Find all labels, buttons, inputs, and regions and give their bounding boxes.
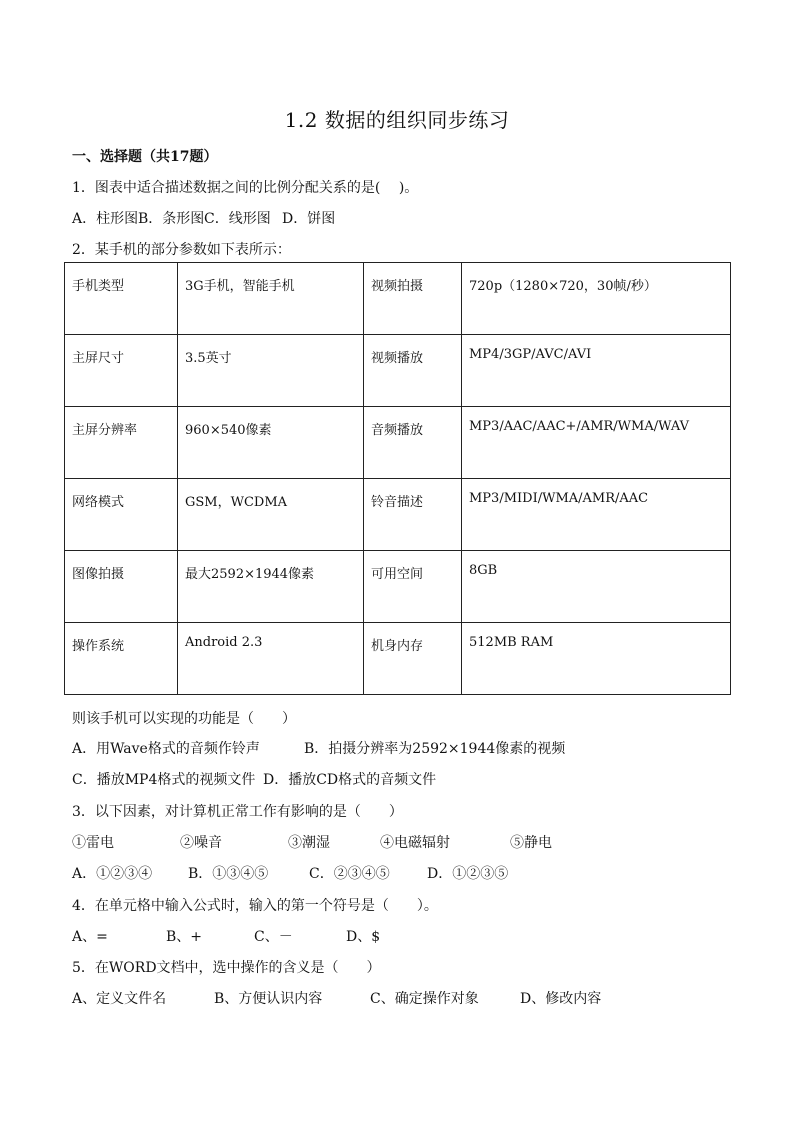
q2-options-row2 xyxy=(72,769,436,789)
q2-option-d[interactable]: D．播放CD格式的音频文件 xyxy=(263,772,437,788)
spec-label-cell: 音频播放 xyxy=(364,407,462,479)
q2-option-c[interactable]: C．播放MP4格式的视频文件 xyxy=(72,772,256,788)
q5-option-d[interactable]: D、修改内容 xyxy=(520,991,602,1007)
spec-value-cell: 960×540像素 xyxy=(178,407,364,479)
spec-label-cell: 可用空间 xyxy=(364,551,462,623)
spec-label-cell: 手机类型 xyxy=(65,263,178,335)
spec-value-cell: 3.5英寸 xyxy=(178,335,364,407)
spec-value-cell: Android 2.3 xyxy=(178,623,364,695)
spec-value-cell: MP3/AAC/AAC+/AMR/WMA/WAV xyxy=(462,407,731,479)
q1-options xyxy=(72,208,335,228)
spec-table-row xyxy=(65,551,731,623)
q4-stem: 4．在单元格中输入公式时，输入的第一个符号是（ ）。 xyxy=(72,898,438,914)
spec-value-cell: MP4/3GP/AVC/AVI xyxy=(462,335,731,407)
page-title: 1.2 数据的组织同步练习 xyxy=(284,108,510,132)
q3-item-2: ②噪音 xyxy=(180,835,222,851)
q3-option-d[interactable]: D．①②③⑤ xyxy=(427,866,509,882)
section-heading: 一、选择题（共17题） xyxy=(72,149,218,165)
spec-table-row xyxy=(65,479,731,551)
q1-option-a[interactable]: A．柱形图 xyxy=(72,211,139,227)
q4-option-d[interactable]: D、$ xyxy=(346,929,381,945)
q5-option-b[interactable]: B、方便认识内容 xyxy=(214,991,323,1007)
q3-items xyxy=(72,832,552,852)
q3-option-c[interactable]: C．②③④⑤ xyxy=(309,866,390,882)
q4-options xyxy=(72,926,380,946)
q5-option-a[interactable]: A、定义文件名 xyxy=(72,991,167,1007)
spec-label-cell: 铃音描述 xyxy=(364,479,462,551)
spec-table-row xyxy=(65,335,731,407)
q3-stem: 3．以下因素，对计算机正常工作有影响的是（ ） xyxy=(72,804,403,820)
spec-label-cell: 视频拍摄 xyxy=(364,263,462,335)
q2-options-row1 xyxy=(72,738,565,758)
spec-table-row xyxy=(65,263,731,335)
spec-label-cell: 视频播放 xyxy=(364,335,462,407)
q3-item-3: ③潮湿 xyxy=(288,835,330,851)
spec-label-cell: 图像拍摄 xyxy=(65,551,178,623)
q5-option-c[interactable]: C、确定操作对象 xyxy=(370,991,479,1007)
q4-option-c[interactable]: C、－ xyxy=(254,929,293,945)
q3-item-4: ④电磁辐射 xyxy=(380,835,450,851)
spec-table-row xyxy=(65,407,731,479)
q2-option-a[interactable]: A．用Wave格式的音频作铃声 xyxy=(72,741,260,757)
spec-value-cell: GSM，WCDMA xyxy=(178,479,364,551)
q3-option-b[interactable]: B．①③④⑤ xyxy=(188,866,269,882)
q5-stem: 5．在WORD文档中，选中操作的含义是（ ） xyxy=(72,960,381,976)
q1-option-b[interactable]: B．条形图 xyxy=(138,211,205,227)
spec-label-cell: 机身内存 xyxy=(364,623,462,695)
spec-label-cell: 网络模式 xyxy=(65,479,178,551)
q2-followup: 则该手机可以实现的功能是（ ） xyxy=(72,711,296,727)
spec-value-cell: MP3/MIDI/WMA/AMR/AAC xyxy=(462,479,731,551)
q3-option-a[interactable]: A．①②③④ xyxy=(72,866,153,882)
q3-options xyxy=(72,863,508,883)
q3-item-5: ⑤静电 xyxy=(510,835,552,851)
spec-label-cell: 主屏分辨率 xyxy=(65,407,178,479)
spec-value-cell: 720p（1280×720，30帧/秒） xyxy=(462,263,731,335)
spec-value-cell: 3G手机，智能手机 xyxy=(178,263,364,335)
q2-option-b[interactable]: B．拍摄分辨率为2592×1944像素的视频 xyxy=(304,741,566,757)
q1-option-d[interactable]: D．饼图 xyxy=(282,211,336,227)
spec-value-cell: 最大2592×1944像素 xyxy=(178,551,364,623)
spec-value-cell: 512MB RAM xyxy=(462,623,731,695)
q4-option-a[interactable]: A、= xyxy=(72,929,108,945)
q1-option-c[interactable]: C．线形图 xyxy=(204,211,271,227)
q1-stem: 1．图表中适合描述数据之间的比例分配关系的是( )。 xyxy=(72,180,419,196)
spec-label-cell: 主屏尺寸 xyxy=(65,335,178,407)
q4-option-b[interactable]: B、+ xyxy=(166,929,203,945)
q2-stem: 2．某手机的部分参数如下表所示： xyxy=(72,242,291,258)
phone-spec-table xyxy=(64,262,731,695)
q5-options xyxy=(72,988,601,1008)
spec-label-cell: 操作系统 xyxy=(65,623,178,695)
spec-value-cell: 8GB xyxy=(462,551,731,623)
q3-item-1: ①雷电 xyxy=(72,835,114,851)
spec-table-row xyxy=(65,623,731,695)
